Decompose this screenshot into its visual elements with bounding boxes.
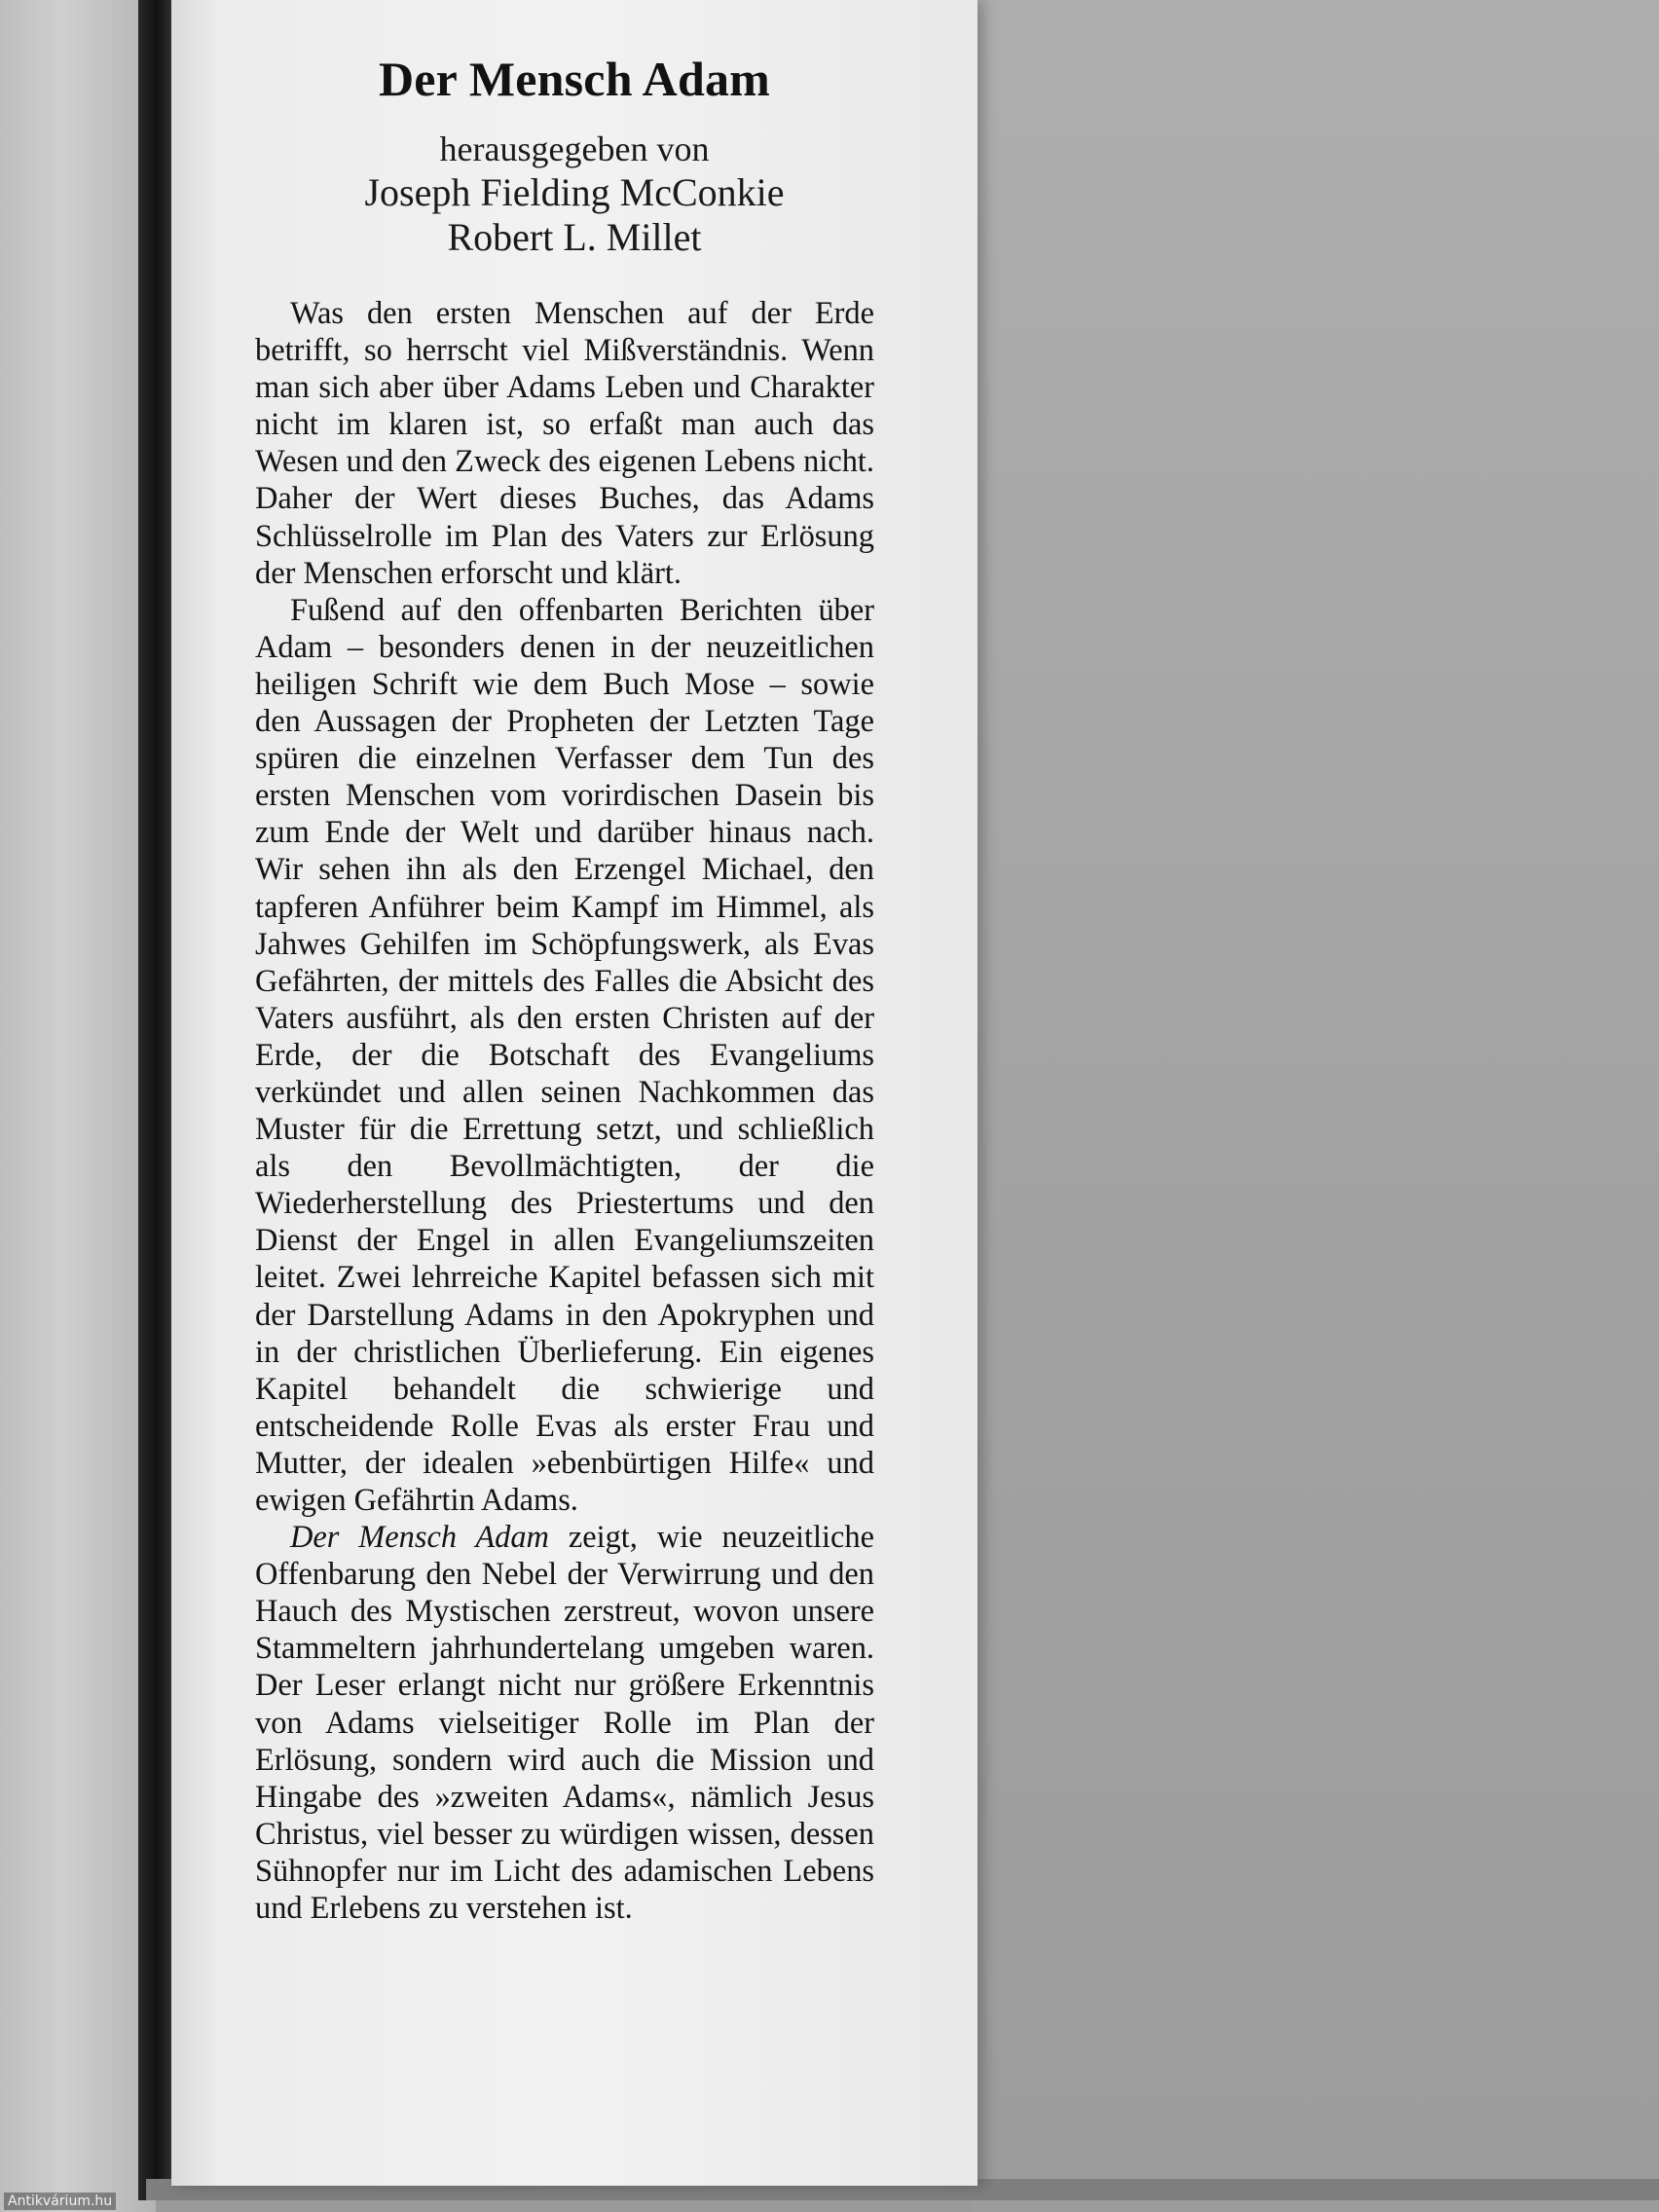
book-title: Der Mensch Adam — [378, 52, 771, 106]
editors-byline: herausgegeben von — [439, 129, 710, 168]
editors-block — [171, 128, 977, 260]
editor-name-1: Joseph Fielding McConkie — [364, 170, 785, 214]
watermark: Antikvárium.hu — [4, 2193, 116, 2210]
background-left — [0, 0, 156, 2212]
blurb-title-reference: Der Mensch Adam — [290, 1520, 549, 1556]
book-spine — [138, 0, 175, 2200]
book-page — [171, 0, 977, 2186]
background-right-page — [974, 0, 1659, 2212]
blurb-paragraph-3-text: zeigt, wie neuzeitliche Offenbarung den Nebel der Verwirrung und den Hauch des Mystischen zerstreut, wovon unsere Stammeltern jahrhundertelang umgeben waren. Der Leser erlangt nicht nur größere Erkenntnis von Adams vielseitiger Rolle im Plan der Erlösung, sondern wird auch die Mission und Hingabe des »zweiten Adams«, nämlich Jesus Christus, viel besser zu würdigen wissen, dessen Sühnopfer nur im Licht des adamischen Lebens und Erlebens zu verstehen ist. — [255, 1520, 874, 1927]
blurb-text — [255, 295, 874, 1927]
editor-name-2: Robert L. Millet — [447, 215, 702, 259]
blurb-paragraph-3 — [255, 1519, 874, 1927]
blurb-paragraph-1: Was den ersten Menschen auf der Erde betrifft, so herrscht viel Mißverständnis. Wenn man sich aber über Adams Leben und Charakter nicht im klaren ist, so erfaßt man auch das Wesen und den Zweck des eigenen Lebens nicht. Daher der Wert dieses Buches, das Adams Schlüsselrolle im Plan des Vaters zur Erlösung der Menschen erforscht und klärt. — [255, 296, 874, 591]
blurb-paragraph-2: Fußend auf den offenbarten Berichten über Adam – besonders denen in der neuzeitlichen heiligen Schrift wie dem Buch Mose – sowie den Aussagen der Propheten der Letzten Tage spüren die einzelnen Verfasser dem Tun des ersten Menschen vom vorirdischen Dasein bis zum Ende der Welt und darüber hinaus nach. Wir sehen ihn als den Erzengel Michael, den tapferen Anführer beim Kampf im Himmel, als Jahwes Gehilfen im Schöpfungswerk, als Evas Gefährten, der mittels des Falles die Absicht des Vaters ausführt, als den ersten Christen auf der Erde, der die Botschaft des Evangeliums verkündet und allen seinen Nachkommen das Muster für die Errettung setzt, und schließlich als den Bevollmächtigten, der die Wiederherstellung des Priestertums und den Dienst der Engel in allen Evangeliumszeiten leitet. Zwei lehrreiche Kapitel befassen sich mit der Darstellung Adams in den Apokryphen und in der christlichen Überlieferung. Ein eigenes Kapitel behandelt die schwierige und entscheidende Rolle Evas als erster Frau und Mutter, der idealen »ebenbürtigen Hilfe« und ewigen Gefährtin Adams. — [255, 592, 874, 1518]
